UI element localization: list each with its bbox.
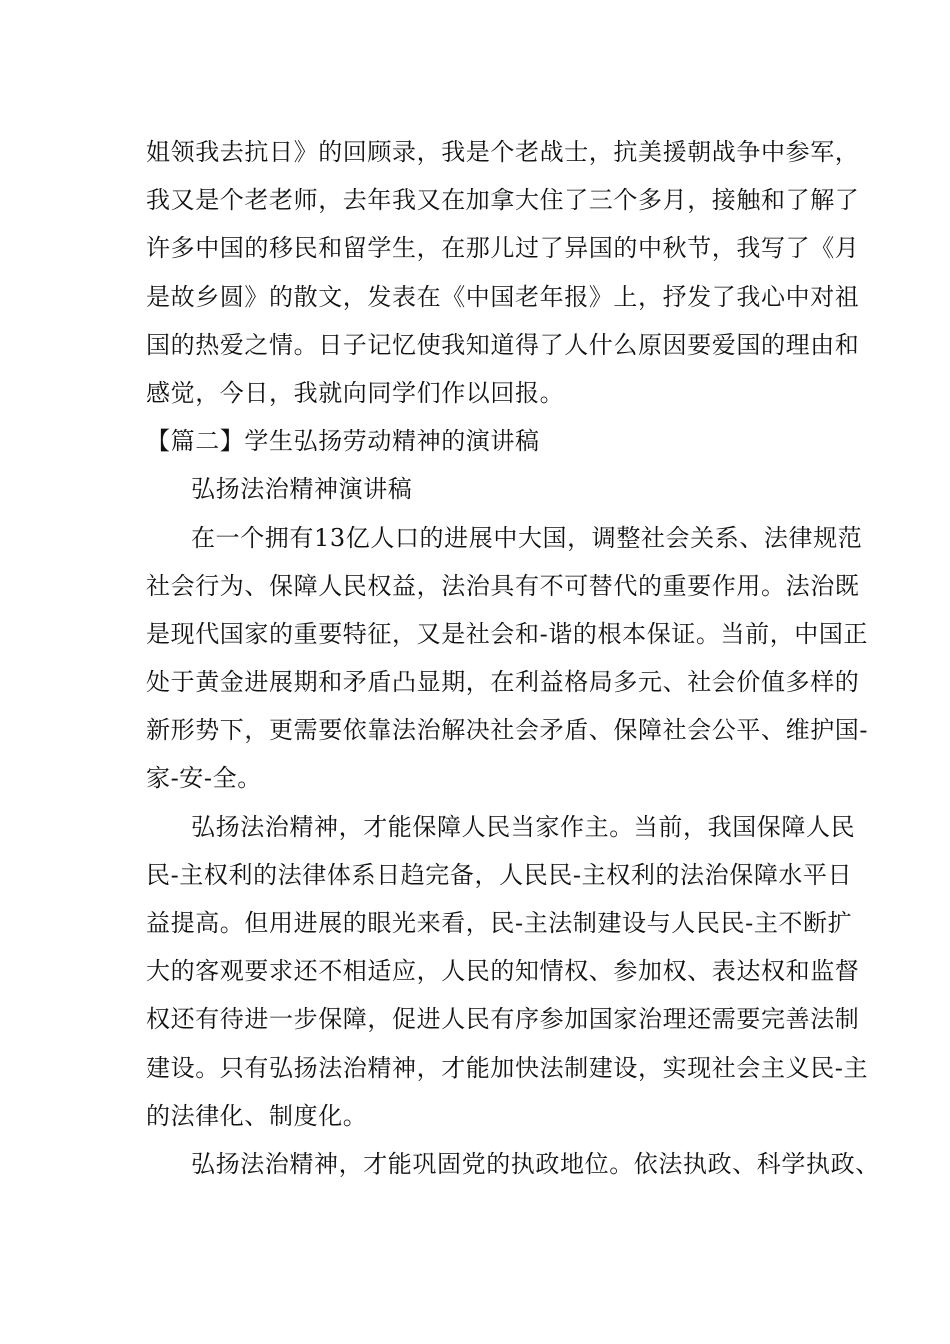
text-line: 国的热爱之情。日子记忆使我知道得了人什么原因要爱国的理由和 (146, 330, 860, 359)
document-body (146, 128, 880, 1188)
speech-title: 弘扬法治精神演讲稿 (191, 475, 413, 504)
text-line: 的法律化、制度化。 (146, 1101, 368, 1130)
text-line: 弘扬法治精神，才能巩固党的执政地位。依法执政、科学执政、 (191, 1149, 880, 1178)
text-line: 大的客观要求还不相适应，人民的知情权、参加权、表达权和监督 (146, 957, 860, 986)
text-line: 是故乡圆》的散文，发表在《中国老年报》上，抒发了我心中对祖 (146, 282, 860, 311)
text-line: 社会行为、保障人民权益，法治具有不可替代的重要作用。法治既 (146, 571, 860, 600)
text-line: 弘扬法治精神，才能保障人民当家作主。当前，我国保障人民 (191, 812, 856, 841)
text-line: 家-安-全。 (146, 764, 262, 793)
text-line: 新形势下，更需要依靠法治解决社会矛盾、保障社会公平、维护国- (146, 716, 869, 745)
text-line: 建设。只有弘扬法治精神，才能加快法制建设，实现社会主义民-主 (146, 1053, 869, 1082)
text-line: 处于黄金进展期和矛盾凸显期，在利益格局多元、社会价值多样的 (146, 668, 860, 697)
text-line: 益提高。但用进展的眼光来看，民-主法制建设与人民民-主不断扩 (146, 909, 853, 937)
text-line: 我又是个老老师，去年我又在加拿大住了三个多月，接触和了解了 (146, 186, 860, 215)
section-heading: 【篇二】学生弘扬劳动精神的演讲稿 (146, 427, 540, 456)
text-line: 是现代国家的重要特征，又是社会和-谐的根本保证。当前，中国正 (146, 619, 869, 648)
text-line: 感觉，今日，我就向同学们作以回报。 (146, 378, 565, 407)
text-line: 民-主权利的法律体系日趋完备，人民民-主权利的法治保障水平日 (146, 860, 853, 889)
text-line: 权还有待进一步保障，促进人民有序参加国家治理还需要完善法制 (146, 1005, 860, 1034)
text-line: 在一个拥有13亿人口的进展中大国，调整社会关系、法律规范 (191, 523, 863, 552)
text-line: 姐领我去抗日》的回顾录，我是个老战士，抗美援朝战争中参军， (146, 138, 860, 166)
text-line: 许多中国的移民和留学生，在那儿过了异国的中秋节，我写了《月 (146, 234, 860, 263)
